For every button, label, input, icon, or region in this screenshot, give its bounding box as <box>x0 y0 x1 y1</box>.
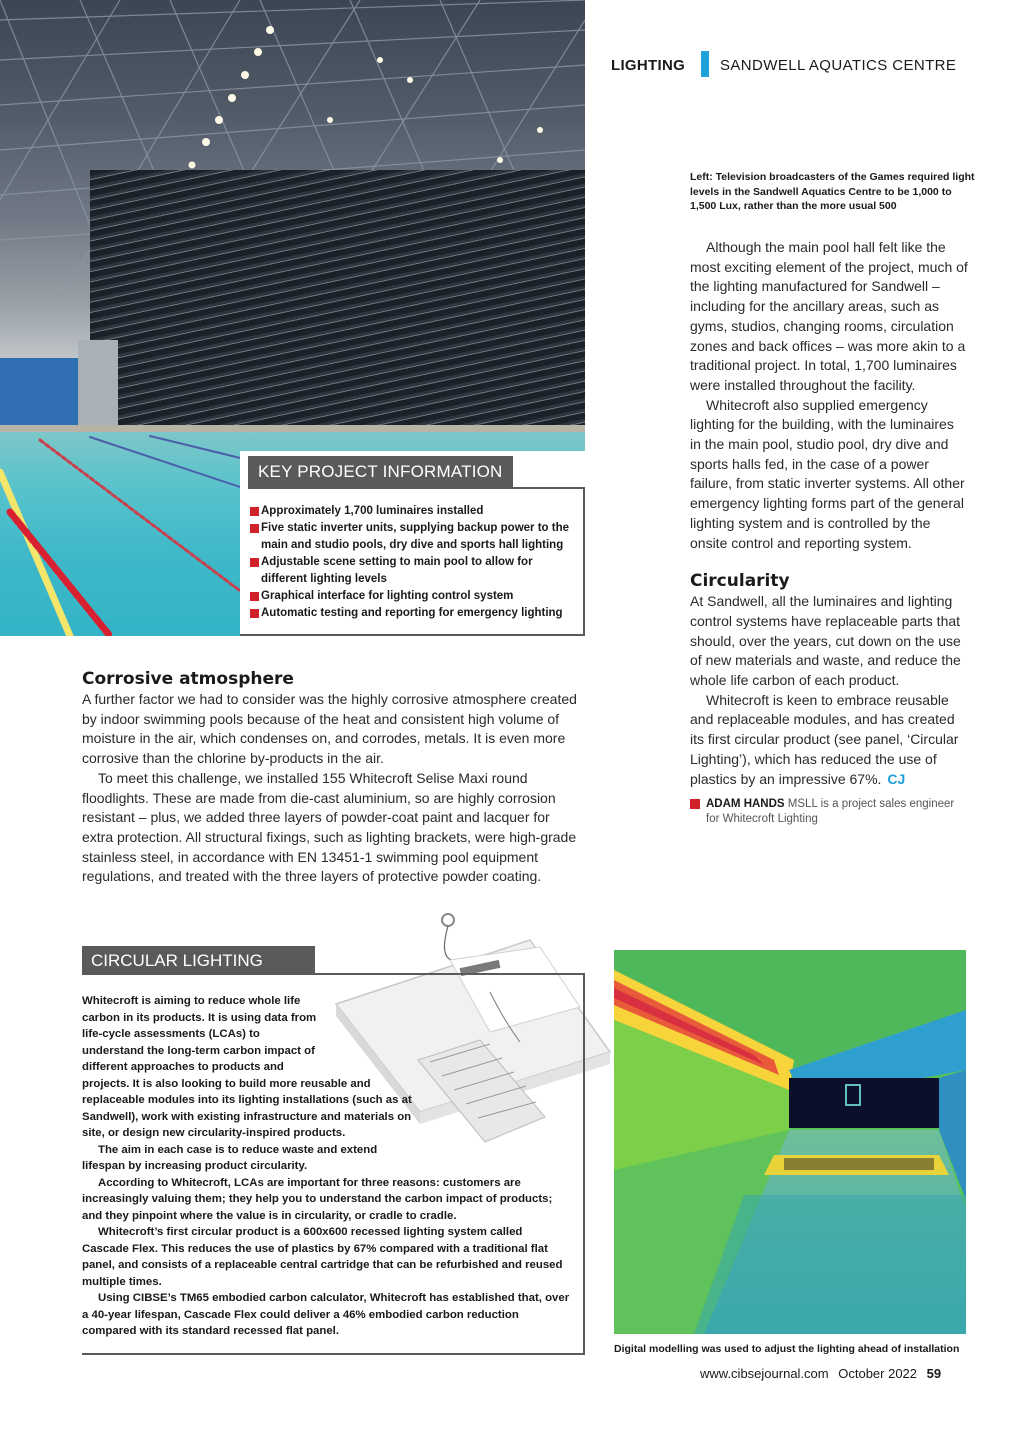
author-name: ADAM HANDS <box>706 798 785 811</box>
list-item-text: Five static inverter units, supplying backup power to the main and studio pools, dry dive and sports hall lighting <box>261 522 570 551</box>
paragraph: Whitecroft also supplied emergency lighting for the building, with the luminaires in the main pool, studio pool, dry dive and sports halls fed, in the case of a power failure, from static inverter systems. All other emergency lighting forms part of the general lighting system and is controlled by the onsite control and reporting system. <box>690 396 965 551</box>
paragraph-text: Whitecroft is keen to embrace reusable and replaceable modules, and has created its first circular product (see panel, ‘Circular Lighting’), which has reduced the use of plastics by an impressive 67%. <box>690 691 959 787</box>
sign-off-mark: CJ <box>887 770 906 787</box>
red-square-icon <box>250 558 259 567</box>
paragraph: Whitecroft is aiming to reduce whole life carbon in its products. It is using data from life-cycle assessments (LCAs) to understand the long-term carbon impact of different approaches to products and <box>82 995 317 1073</box>
section-label: LIGHTING <box>611 57 686 74</box>
right-column <box>690 238 968 827</box>
list-item-text: Automatic testing and reporting for emergency lighting <box>261 607 563 619</box>
list-item-text: Adjustable scene setting to main pool to allow for different lighting levels <box>261 556 533 585</box>
panel-border <box>82 1353 585 1355</box>
panel-border <box>315 973 585 975</box>
red-square-icon <box>690 799 700 809</box>
panel-title: KEY PROJECT INFORMATION <box>248 456 513 489</box>
photo-caption: Left: Television broadcasters of the Games required light levels in the Sandwell Aquatics Centre to be 1,000 to 1,500 Lux, rather than the more usual 500 <box>690 171 975 213</box>
subheading-circularity: Circularity <box>690 571 790 592</box>
panel-title: CIRCULAR LIGHTING <box>82 946 315 975</box>
grey-wall-panel <box>78 340 118 435</box>
subheading-corrosive-atmosphere: Corrosive atmosphere <box>82 669 294 689</box>
list-item <box>250 605 580 622</box>
paragraph: Using CIBSE’s TM65 embodied carbon calculator, Whitecroft has established that, over a 40-year lifespan, Cascade Flex could deliver a 46% embodied carbon reduction compared with its standard recessed flat panel. <box>82 1292 570 1337</box>
circular-lighting-text <box>82 993 572 1340</box>
red-square-icon <box>250 507 259 516</box>
paragraph: projects. It is also looking to build more reusable and replaceable modules into its lighting installations (such as at Sandwell), work with existing infrastructure and materials on site, or design new circularity-inspired products. <box>82 1077 412 1139</box>
paragraph: Although the main pool hall felt like the most exciting element of the project, much of the lighting manufactured for Sandwell – including for the ancillary areas, such as gyms, studios, changing rooms, circulation zones and back offices – was more akin to a traditional project. In total, 1,700 luminaires were installed throughout the facility. <box>690 239 968 393</box>
red-square-icon <box>250 609 259 618</box>
paragraph: According to Whitecroft, LCAs are important for three reasons: customers are increasingly valuing them; they help you to understand the carbon impact of products; and they pinpoint where the value is in circularity, or cradle to cradle. <box>82 1176 553 1222</box>
red-square-icon <box>250 592 259 601</box>
issue-date: October 2022 <box>838 1366 918 1381</box>
list-item <box>250 520 580 554</box>
list-item <box>250 588 580 605</box>
left-column <box>82 668 580 887</box>
list-item-text: Graphical interface for lighting control system <box>261 590 514 602</box>
panel-border <box>583 973 585 1355</box>
journal-url: www.cibsejournal.com <box>700 1366 829 1381</box>
paragraph: A further factor we had to consider was the highly corrosive atmosphere created by indoor swimming pools because of the heat and consistent high volume of moisture in the air, which condenses on, and corrodes, metals. It is even more corrosive than the chlorine by-products in the air. <box>82 691 577 767</box>
author-bio <box>690 797 968 827</box>
paragraph: The aim in each case is to reduce waste and extend lifespan by increasing product circularity. <box>82 1143 378 1172</box>
red-square-icon <box>250 524 259 533</box>
lighting-model-render <box>614 950 966 1334</box>
panel-border <box>240 634 585 636</box>
key-project-info-panel <box>240 451 586 636</box>
author-role: MSLL is a project sales engineer for Whitecroft Lighting <box>706 798 955 826</box>
article-title: SANDWELL AQUATICS CENTRE <box>720 57 957 74</box>
paragraph <box>690 691 968 790</box>
paragraph: To meet this challenge, we installed 155 Whitecroft Selise Maxi round floodlights. These are made from die-cast aluminium, so are highly corrosion resistant – plus, we added three layers of powder-coat paint and lacquer for extra protection. All structural fixings, such as lighting brackets, were high-grade stainless steel, in accordance with EN 13451-1 swimming pool equipment regulations, and treated with the three layers of protective powder coating. <box>82 769 577 885</box>
header-divider-bar <box>701 51 709 77</box>
list-item-text: Approximately 1,700 luminaires installed <box>261 505 484 517</box>
panel-border <box>513 487 585 489</box>
list-item <box>250 554 580 588</box>
page-number: 59 <box>926 1366 942 1381</box>
page-footer <box>700 1366 941 1381</box>
paragraph: At Sandwell, all the luminaires and lighting control systems have replaceable parts that should, over the years, cut down on the use of new materials and waste, and reduce the whole life carbon of each product. <box>690 593 961 689</box>
paragraph: Whitecroft’s first circular product is a 600x600 recessed lighting system called Cascade Flex. This reduces the use of plastics by 67% compared with a traditional flat panel, and consists of a replaceable central cartridge that can be refurbished and reused multiple times. <box>82 1226 563 1288</box>
panel-border <box>583 487 585 636</box>
key-info-list <box>250 503 580 622</box>
image-caption: Digital modelling was used to adjust the lighting ahead of installation <box>614 1343 960 1355</box>
spectator-stands <box>90 170 585 460</box>
list-item <box>250 503 580 520</box>
